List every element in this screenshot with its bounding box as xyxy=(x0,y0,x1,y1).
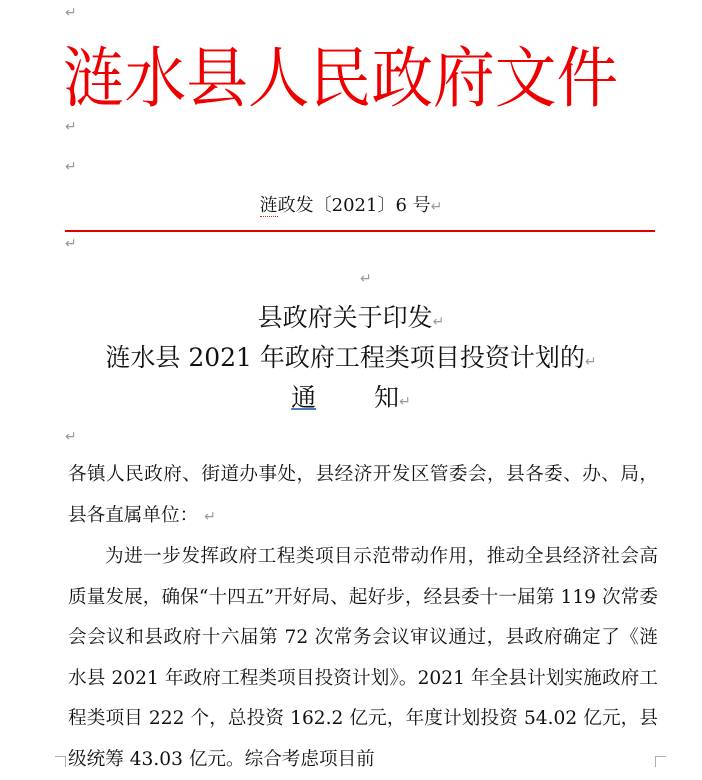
paragraph-mark: ↵ xyxy=(65,119,77,135)
title-line-1-text: 县政府关于印发 xyxy=(257,303,433,332)
title-line-3 xyxy=(0,380,702,420)
red-divider-line xyxy=(65,230,655,232)
salutation xyxy=(68,455,658,537)
document-number xyxy=(0,193,702,220)
paragraph-mark: ↵ xyxy=(65,159,77,175)
title-line-2 xyxy=(0,340,702,380)
title-line-1 xyxy=(0,300,702,340)
crop-mark xyxy=(55,756,66,767)
salutation-paragraph xyxy=(68,455,658,537)
title-notice-char-2: 知 xyxy=(374,383,400,412)
paragraph-mark: ↵ xyxy=(430,199,443,215)
title-year: 2021 xyxy=(188,343,252,372)
document-header-title: 涟水县人民政府文件 xyxy=(62,40,619,117)
title-line-2-text-b: 年政府工程类项目投资计划的 xyxy=(251,343,585,372)
paragraph-mark: ↵ xyxy=(65,236,77,252)
title-notice-char-1: 通 xyxy=(291,383,317,412)
title-notice-underlined xyxy=(291,383,374,412)
document-number-text: 政发〔2021〕6 号 xyxy=(277,195,431,216)
paragraph-mark: ↵ xyxy=(65,429,77,445)
paragraph-mark: ↵ xyxy=(584,354,597,370)
paragraph-mark: ↵ xyxy=(204,508,216,525)
title-line-2-text-a: 涟水县 xyxy=(105,343,189,372)
paragraph-mark: ↵ xyxy=(432,314,445,330)
spellcheck-flag: 涟 xyxy=(259,195,278,216)
body-paragraph-text: 为进一步发挥政府工程类项目示范带动作用，推动全县经济社会高质量发展，确保“十四五”开好局、起好步，经县委十一届第 119 次常委会会议和县政府十六届第 72 次常务会议审议通过，县政府确定了《涟水县 2021 年政府工程类项目投资计划》。2021 年全县计划实施政府工程类项目 222 个，总投资 162.2 亿元，年度计划投资 54.02 亿元，县级统筹 43.03 亿元。综合考虑项目前 xyxy=(68,546,658,770)
crop-mark xyxy=(655,756,666,767)
paragraph-mark: ↵ xyxy=(65,5,77,21)
salutation-text: 各镇人民政府、街道办事处，县经济开发区管委会，县各委、办、局，县各直属单位： xyxy=(68,464,658,526)
body-paragraph xyxy=(68,537,658,780)
paragraph-mark: ↵ xyxy=(399,394,411,410)
paragraph-mark: ↵ xyxy=(360,271,372,287)
